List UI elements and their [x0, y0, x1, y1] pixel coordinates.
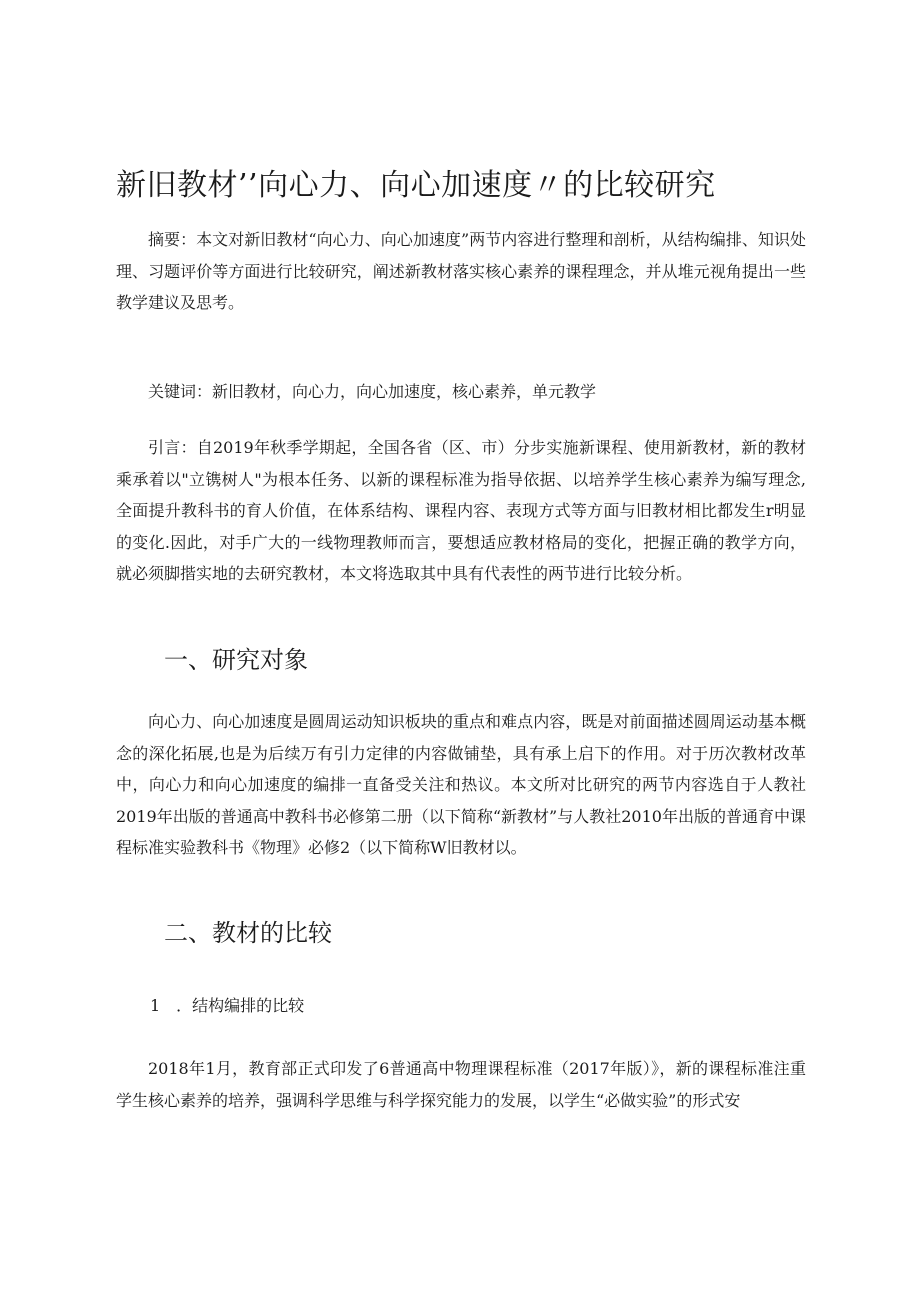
keywords-line: 关键词：新旧教材，向心力，向心加速度，核心素养，单元教学 [148, 382, 597, 401]
structure-comparison-paragraph: 2018年1月，教育部正式印发了6普通高中物理课程标准（2017年版）》，新的课程标准注重学生核心素养的培养，强调科学思维与科学探究能力的发展，以学生“必做实验”的形式安 [116, 1059, 806, 1110]
abstract-paragraph: 摘要：本文对新旧教材“向心力、向心加速度”两节内容进行整理和剖析，从结构编排、知识处理、习题评价等方面进行比较研究，阐述新教材落实核心素养的课程理念，并从堆元视角提出一些教学建议及思考。 [116, 230, 806, 312]
section-heading-textbook-comparison: 二、教材的比较 [164, 919, 332, 947]
section-heading-research-object: 一、研究对象 [164, 646, 308, 674]
research-object-paragraph: 向心力、向心加速度是圆周运动知识板块的重点和难点内容，既是对前面描述圆周运动基本概念的深化拓展,也是为后续万有引力定律的内容做铺垫，具有承上启下的作用。对于历次教材改革中，向心力和向心加速度的编排一直备受关注和热议。本文所对比研究的两节内容选自于人教社2019年出版的普通高中教科书必修第二册（以下简称“新教材”与人教社2010年出版的普通育中课程标准实验教科书《物理》必修2（以下简称W旧教材以。 [116, 712, 806, 857]
subsection-heading-structure: 1 ．结构编排的比较 [150, 996, 305, 1015]
paper-title: 新旧教材’’向心力、向心加速度〃的比较研究 [116, 168, 716, 203]
introduction-paragraph: 引言：自2019年秋季学期起，全国各省（区、市）分步实施新课程、使用新教材，新的教材乘承着以"立镌树人"为根本任务、以新的课程标准为指导依据、以培养学生核心素养为编写理念,全面提升教科书的育人价值，在体系结构、课程内容、表现方式等方面与旧教材相比都发生r明显的变化.因此，对手广大的一线物理教师而言，要想适应教材格局的变化，把握正确的教学方向，就必须脚揩实地的去研究教材，本文将选取其中具有代表性的两节进行比较分析。 [116, 438, 806, 583]
